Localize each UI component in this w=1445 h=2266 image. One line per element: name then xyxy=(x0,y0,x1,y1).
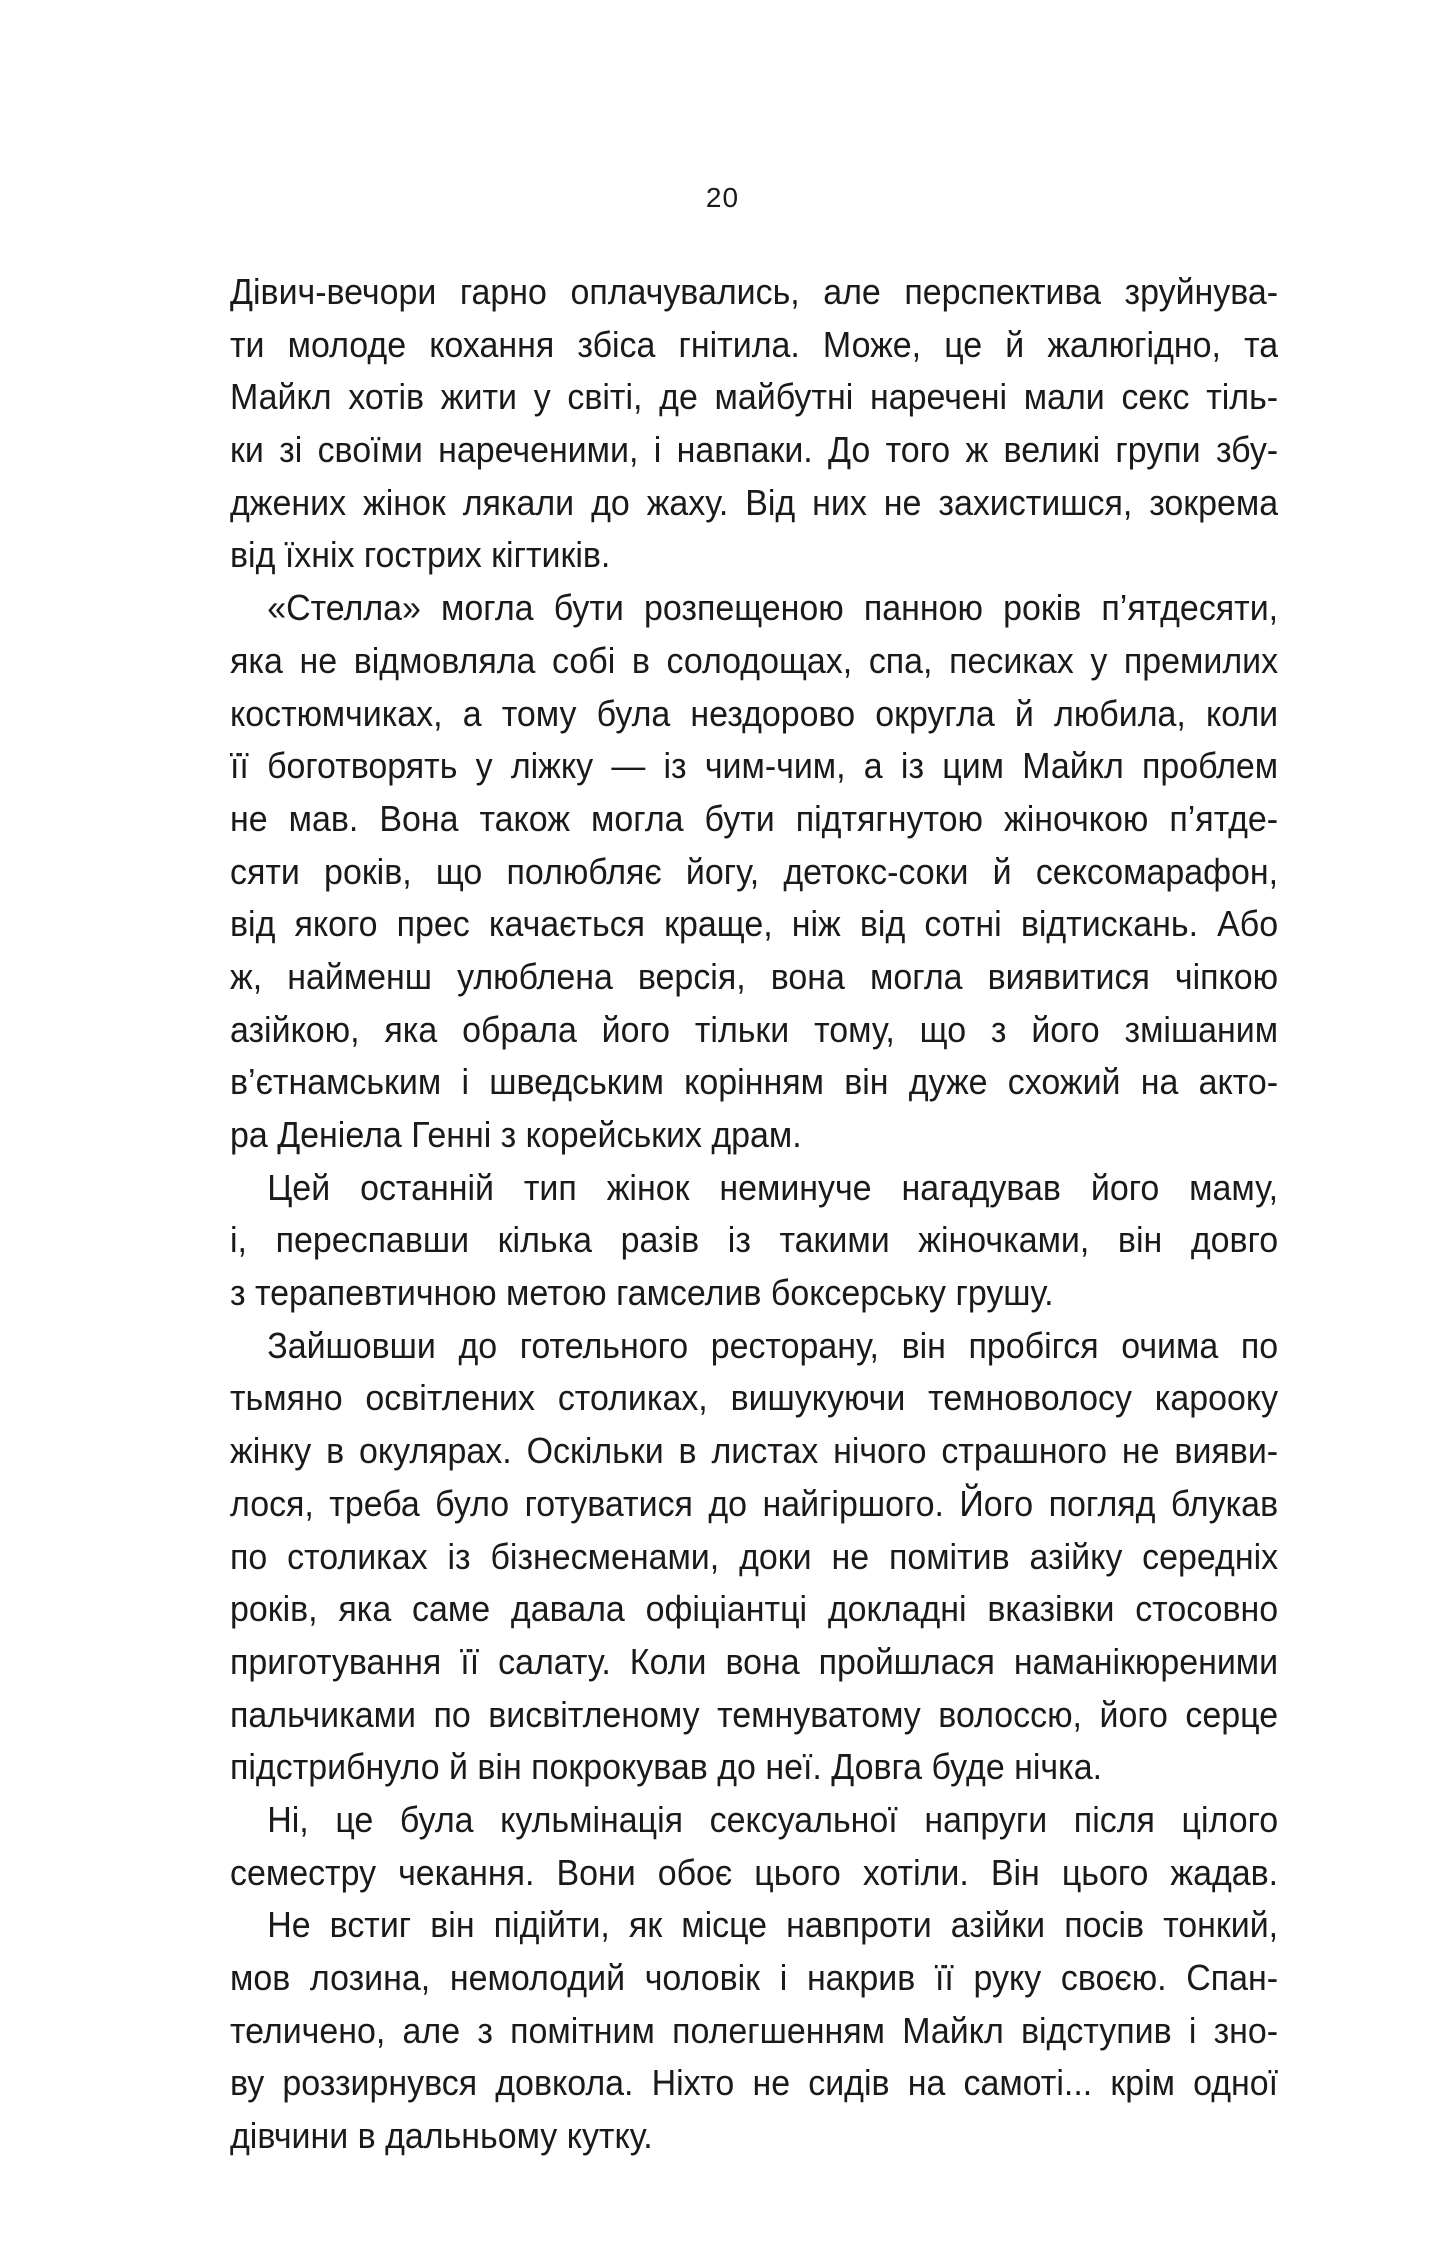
text-line: ки зі своїми нареченими, і навпаки. До того ж великі групи збу- xyxy=(230,429,1279,471)
text-line: азійкою, яка обрала його тільки тому, що з його змішаним xyxy=(230,1008,1279,1050)
text-line: Цей останній тип жінок неминуче нагадував його маму, xyxy=(267,1166,1279,1208)
text-line: джених жінок лякали до жаху. Від них не захистишся, зокрема xyxy=(230,481,1279,523)
text-line: не мав. Вона також могла бути підтягнутою жіночкою п’ятде- xyxy=(230,797,1279,839)
text-line: «Стелла» могла бути розпещеною панною років п’ятдесяти, xyxy=(267,587,1279,629)
text-line: від їхніх гострих кігтиків. xyxy=(230,534,611,576)
text-line: її боготворять у ліжку — із чим-чим, а із цим Майкл проблем xyxy=(230,745,1279,787)
paragraph-4 xyxy=(230,1320,1278,1794)
text-line: підстрибнуло й він покрокував до неї. Довга буде нічка. xyxy=(230,1746,1103,1788)
text-line: від якого прес качається краще, ніж від сотні відтискань. Або xyxy=(230,903,1279,945)
paragraph-2 xyxy=(230,582,1278,1162)
text-line: пальчиками по висвітленому темнуватому волоссю, його серце xyxy=(230,1693,1279,1735)
text-line: в’єтнамським і шведським корінням він дуже схожий на акто- xyxy=(230,1061,1279,1103)
text-line: ти молоде кохання збіса гнітила. Може, це й жалюгідно, та xyxy=(230,323,1279,365)
text-line: мов лозина, немолодий чоловік і накрив її руку своєю. Спан- xyxy=(230,1957,1279,1998)
text-line: років, яка саме давала офіціантці докладні вказівки стосовно xyxy=(230,1588,1279,1630)
text-line: костюмчиках, а тому була нездорово округла й любила, коли xyxy=(230,692,1279,734)
text-line: жінку в окулярах. Оскільки в листах нічого страшного не вияви- xyxy=(230,1430,1279,1472)
text-line: теличено, але з помітним полегшенням Майкл відступив і зно- xyxy=(230,2009,1279,2051)
text-line: ра Деніела Генні з корейських драм. xyxy=(230,1114,802,1155)
text-line: яка не відмовляла собі в солодощах, спа, песиках у премилих xyxy=(230,639,1279,681)
text-line: Ні, це була кульмінація сексуальної напруги після цілого xyxy=(267,1798,1279,1840)
page-number: 20 xyxy=(705,182,740,213)
text-line: з терапевтичною метою гамселив боксерську грушу. xyxy=(230,1272,1054,1314)
text-line: тьмяно освітлених столиках, вишукуючи темноволосу карооку xyxy=(230,1377,1279,1419)
text-line: ву роззирнувся довкола. Ніхто не сидів на самоті... крім одної xyxy=(230,2062,1279,2104)
text-line: лося, треба було готуватися до найгіршого. Його погляд блукав xyxy=(230,1482,1279,1524)
text-line: по столиках із бізнесменами, доки не помітив азійку середніх xyxy=(230,1535,1279,1577)
paragraph-1 xyxy=(230,266,1278,582)
text-line: семестру чекання. Вони обоє цього хотіли. Він цього жадав. xyxy=(230,1851,1279,1893)
text-line: сяти років, що полюбляє йогу, детокс-соки й сексомарафон, xyxy=(230,850,1279,892)
text-line: Не встиг він підійти, як місце навпроти азійки посів тонкий, xyxy=(267,1904,1279,1946)
paragraph-6 xyxy=(230,1899,1278,2162)
text-line: ж, найменш улюблена версія, вона могла виявитися чіпкою xyxy=(230,955,1279,997)
paragraph-5 xyxy=(230,1794,1278,1899)
paragraph-3 xyxy=(230,1162,1278,1320)
text-line: Зайшовши до готельного ресторану, він пробігся очима по xyxy=(267,1324,1279,1366)
body-text xyxy=(230,266,1278,2163)
text-line: Дівич-вечори гарно оплачувались, але перспектива зруйнува- xyxy=(230,271,1279,312)
text-line: дівчини в дальньому кутку. xyxy=(230,2115,653,2157)
text-line: і, переспавши кілька разів із такими жіночками, він довго xyxy=(230,1219,1279,1261)
text-line: приготування її салату. Коли вона пройшлася наманікюреними xyxy=(230,1640,1279,1682)
text-line: Майкл хотів жити у світі, де майбутні наречені мали секс тіль- xyxy=(230,376,1279,418)
